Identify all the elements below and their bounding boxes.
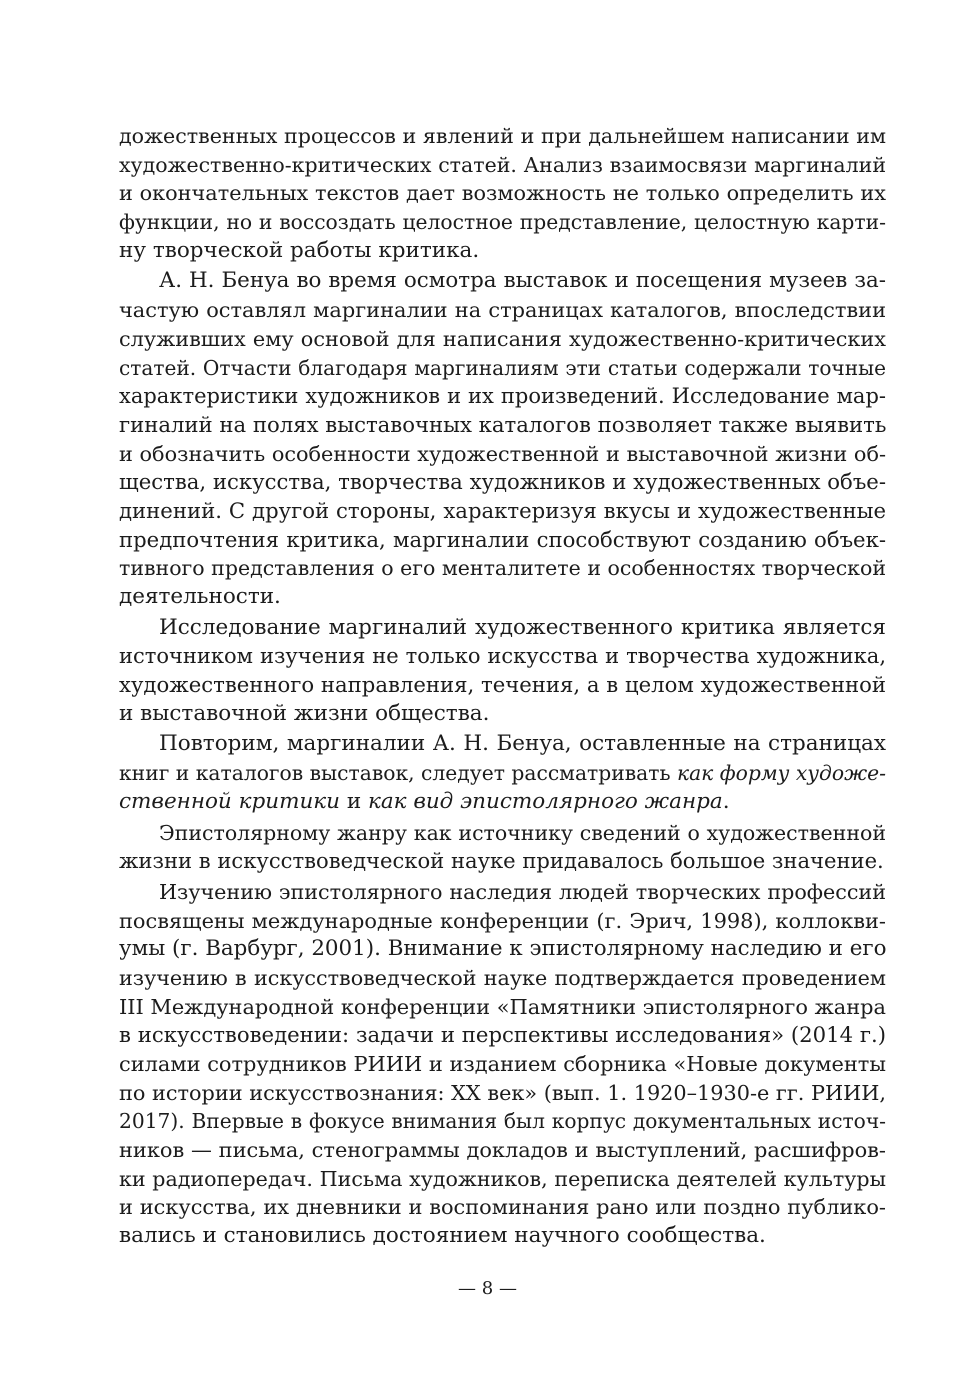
text-line bbox=[119, 730, 886, 759]
italic-text: как форму художе- bbox=[676, 761, 886, 786]
text-line: посвящены международные конференции (г. Эрич, 1998), коллокви- bbox=[119, 908, 886, 933]
text-line bbox=[119, 788, 886, 817]
text-line: щества, искусства, творчества художников и художественных объе- bbox=[119, 469, 886, 495]
text-line: гиналий на полях выставочных каталогов позволяет также выявить bbox=[119, 411, 886, 437]
paragraph bbox=[119, 122, 886, 265]
text-line: художественного направления, течения, а в целом художественной bbox=[119, 672, 886, 698]
text-line: функции, но и воссоздать целостное представление, целостную карти- bbox=[119, 210, 886, 235]
text-line: художественно-критических статей. Анализ взаимосвязи маргиналий bbox=[119, 152, 886, 177]
italic-text: как вид эпистолярного жанра bbox=[367, 788, 723, 814]
italic-text: ственной критики bbox=[119, 788, 340, 814]
text-line: дожественных процессов и явлений и при дальнейшем написании им bbox=[119, 124, 886, 148]
text-line: А. Н. Бенуа во время осмотра выставок и посещения музеев за- bbox=[159, 268, 886, 294]
text-line: Изучению эпистолярного наследия людей творческих профессий bbox=[159, 879, 886, 904]
text-line: умы (г. Варбург, 2001). Внимание к эпистолярному наследию и его bbox=[119, 936, 886, 962]
text-segment: и bbox=[339, 788, 368, 814]
text-line: динений. С другой стороны, характеризуя вкусы и художественные bbox=[119, 497, 886, 523]
text-line: изучению в искусствоведческой науке подтверждается проведением bbox=[119, 965, 886, 990]
text-line: и окончательных текстов дает возможность не только определить их bbox=[119, 181, 886, 206]
paragraph bbox=[119, 614, 886, 729]
page-number: — 8 — bbox=[458, 1278, 517, 1299]
text-line: статей. Отчасти благодаря маргиналиям эти статьи содержали точные bbox=[119, 355, 886, 380]
paragraph bbox=[119, 819, 886, 876]
text-line: 2017). Впервые в фокусе внимания был корпус документальных источ- bbox=[119, 1109, 886, 1134]
text-line: вались и становились достоянием научного сообщества. bbox=[119, 1223, 766, 1249]
text-line: силами сотрудников РИИИ и изданием сборника «Новые документы bbox=[119, 1052, 886, 1076]
text-segment: . bbox=[722, 788, 730, 814]
text-line: в искусствоведении: задачи и перспективы исследования» (2014 г.) bbox=[119, 1022, 886, 1048]
paragraph bbox=[119, 878, 886, 1251]
text-line: частую оставлял маргиналии на страницах каталогов, впоследствии bbox=[119, 298, 886, 323]
text-segment: книг и каталогов выставок, следует рассматривать bbox=[119, 761, 677, 786]
text-line: деятельности. bbox=[119, 584, 281, 609]
text-line: источником изучения не только искусства и творчества художника, bbox=[119, 644, 886, 669]
text-line: ников — письма, стенограммы докладов и выступлений, расшифров- bbox=[119, 1138, 886, 1163]
text-line: жизни в искусствоведческой науке придавалось большое значение. bbox=[119, 848, 884, 874]
text-line: тивного представления о его менталитете и особенностях творческой bbox=[119, 556, 886, 581]
body-text bbox=[119, 122, 886, 1251]
text-line: и искусства, их дневники и воспоминания рано или поздно публико- bbox=[119, 1195, 886, 1220]
text-line: Исследование маргиналий художественного критика является bbox=[159, 614, 886, 640]
text-line: III Международной конференции «Памятники эпистолярного жанра bbox=[119, 994, 886, 1019]
paragraph bbox=[119, 730, 886, 816]
text-line: характеристики художников и их произведений. Исследование мар- bbox=[119, 384, 886, 409]
text-line: служивших ему основой для написания художественно-критических bbox=[119, 326, 886, 351]
text-line: ну творческой работы критика. bbox=[119, 237, 480, 263]
text-line: предпочтения критика, маргиналии способствуют созданию объек- bbox=[119, 526, 886, 552]
text-line: ки радиопередач. Письма художников, переписка деятелей культуры bbox=[119, 1166, 886, 1191]
text-segment: Повторим, маргиналии А. Н. Бенуа, оставленные на страницах bbox=[159, 731, 886, 757]
text-line: Эпистолярному жанру как источнику сведений о художественной bbox=[159, 820, 886, 845]
text-line bbox=[119, 759, 886, 788]
text-line: по истории искусствознания: XX век» (вып. 1. 1920–1930-е гг. РИИИ, bbox=[119, 1080, 886, 1105]
text-line: и обозначить особенности художественной и выставочной жизни об- bbox=[119, 441, 886, 466]
paragraph bbox=[119, 267, 886, 611]
text-line: и выставочной жизни общества. bbox=[119, 700, 490, 726]
